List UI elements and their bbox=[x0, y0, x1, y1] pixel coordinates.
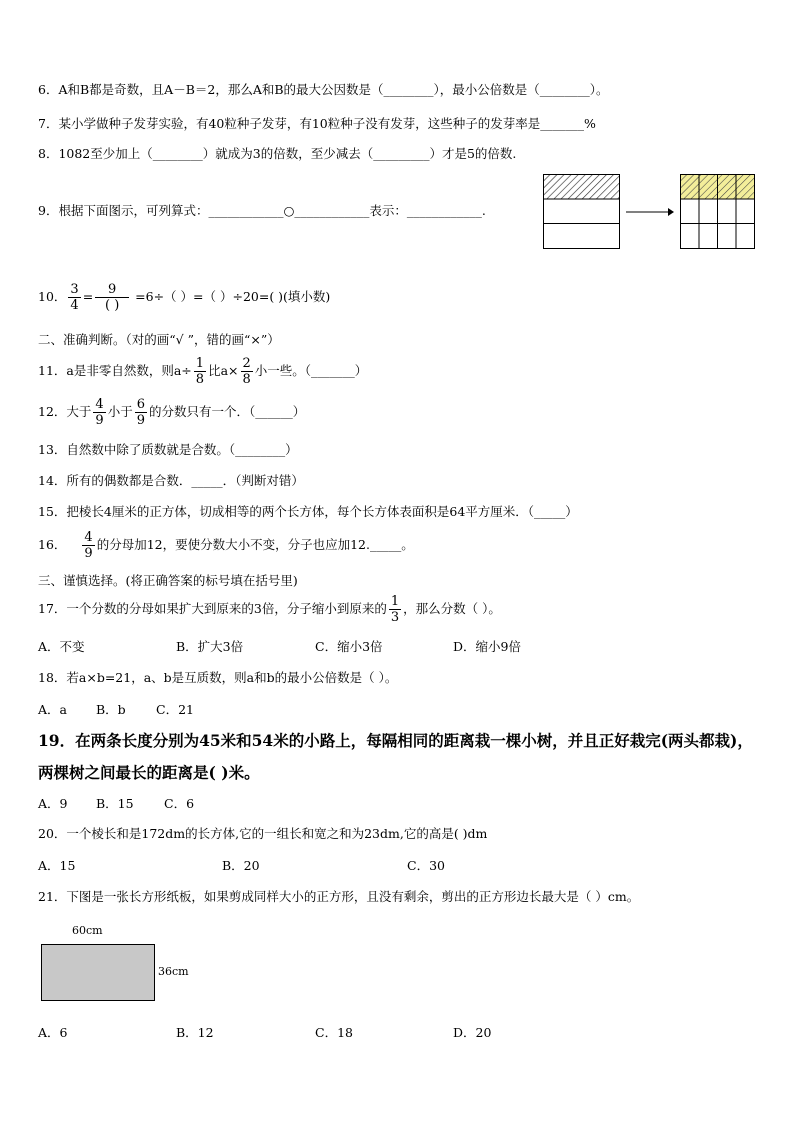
q19-option-b: B．15 bbox=[96, 796, 134, 811]
question-16: 16． $\frac{4}{9}$ 的分母加12，要使分数大小不变，分子也应加12._____。 bbox=[38, 530, 414, 561]
q9-left-figure bbox=[543, 174, 621, 250]
height-label: 36cm bbox=[158, 965, 189, 978]
question-17: 17．一个分数的分母如果扩大到原来的3倍，分子缩小到原来的 $\frac{1}{3}$ ，那么分数（ ）。 bbox=[38, 594, 501, 625]
q20-option-a: A．15 bbox=[38, 858, 76, 873]
question-13: 13．自然数中除了质数就是合数。（________） bbox=[38, 442, 298, 457]
fraction: $\frac{1}{3}$ bbox=[390, 594, 400, 625]
q19-option-a: A．9 bbox=[38, 796, 68, 811]
cardboard-rectangle bbox=[41, 944, 155, 1001]
q21-option-d: D．20 bbox=[453, 1025, 492, 1040]
q19-option-c: C．6 bbox=[164, 796, 195, 811]
question-6: 6．A和B都是奇数，且A－B＝2，那么A和B的最大公因数是（________），最小公倍数是（________）。 bbox=[38, 82, 609, 97]
fraction: $\frac{9}{( )}$ bbox=[95, 282, 129, 313]
section-3-heading: 三、谨慎选择。(将正确答案的标号填在括号里) bbox=[38, 573, 298, 588]
fraction: $\frac{4}{9}$ bbox=[95, 397, 104, 428]
q17-option-b: B．扩大3倍 bbox=[176, 639, 244, 654]
q17-option-a: A．不变 bbox=[38, 639, 85, 654]
question-18: 18．若a×b=21，a、b是互质数，则a和b的最小公倍数是（ ）。 bbox=[38, 670, 398, 685]
q9-right-figure bbox=[680, 174, 756, 250]
arrow-icon bbox=[626, 206, 674, 218]
question-21: 21．下图是一张长方形纸板，如果剪成同样大小的正方形，且没有剩余，剪出的正方形边长最大是（ ）cm。 bbox=[38, 889, 640, 904]
q18-option-a: A．a bbox=[38, 702, 67, 717]
width-label: 60cm bbox=[72, 924, 103, 937]
fraction: $\frac{3}{4}$ bbox=[70, 282, 79, 313]
fraction: $\frac{1}{8}$ bbox=[195, 356, 205, 387]
hatched-third bbox=[544, 175, 620, 200]
q18-option-c: C．21 bbox=[156, 702, 194, 717]
question-7: 7．某小学做种子发芽实验，有40粒种子发芽，有10粒种子没有发芽，这些种子的发芽率是_______% bbox=[38, 116, 596, 131]
question-19-line-1: 19．在两条长度分别为45米和54米的小路上，每隔相同的距离栽一棵小树，并且正好栽完(两头都栽)， bbox=[38, 731, 753, 750]
section-2-heading: 二、准确判断。（对的画“√ ”，错的画“×”） bbox=[38, 332, 280, 347]
q17-option-c: C．缩小3倍 bbox=[315, 639, 383, 654]
q18-option-b: B．b bbox=[96, 702, 126, 717]
fraction: $\frac{2}{8}$ bbox=[242, 356, 251, 387]
question-15: 15．把棱长4厘米的正方体，切成相等的两个长方体，每个长方体表面积是64平方厘米．（_____） bbox=[38, 504, 578, 519]
q21-option-a: A．6 bbox=[38, 1025, 68, 1040]
q20-option-c: C．30 bbox=[407, 858, 445, 873]
question-9: 9．根据下面图示，可列算式：____________○____________表示：____________. bbox=[38, 203, 486, 218]
q20-option-b: B．20 bbox=[222, 858, 260, 873]
plain-third bbox=[544, 199, 620, 224]
fraction: $\frac{6}{9}$ bbox=[136, 397, 145, 428]
q21-option-c: C．18 bbox=[315, 1025, 353, 1040]
q21-option-b: B．12 bbox=[176, 1025, 214, 1040]
question-12: 12．大于 $\frac{4}{9}$ 小于 $\frac{6}{9}$ 的分数只有一个．（______） bbox=[38, 397, 306, 428]
question-11: 11．a是非零自然数，则a÷ $\frac{1}{8}$ 比a× $\frac{2}{8}$ 小一些。（_______） bbox=[38, 356, 368, 387]
q17-option-d: D．缩小9倍 bbox=[453, 639, 521, 654]
question-20: 20．一个棱长和是172dm的长方体,它的一组长和宽之和为23dm,它的高是( )dm bbox=[38, 826, 488, 841]
plain-third bbox=[544, 224, 620, 249]
question-19-line-2: 两棵树之间最长的距离是( )米。 bbox=[38, 763, 260, 782]
question-8: 8．1082至少加上（________）就成为3的倍数，至少减去（_________）才是5的倍数. bbox=[38, 146, 517, 161]
fraction: $\frac{4}{9}$ bbox=[84, 530, 93, 561]
question-14: 14．所有的偶数都是合数．_____．（判断对错） bbox=[38, 473, 304, 488]
question-10: 10． $\frac{3}{4}$ = $\frac{9}{( )}$ =6÷（ ）=（ ）÷20=( )(填小数) bbox=[38, 282, 331, 313]
